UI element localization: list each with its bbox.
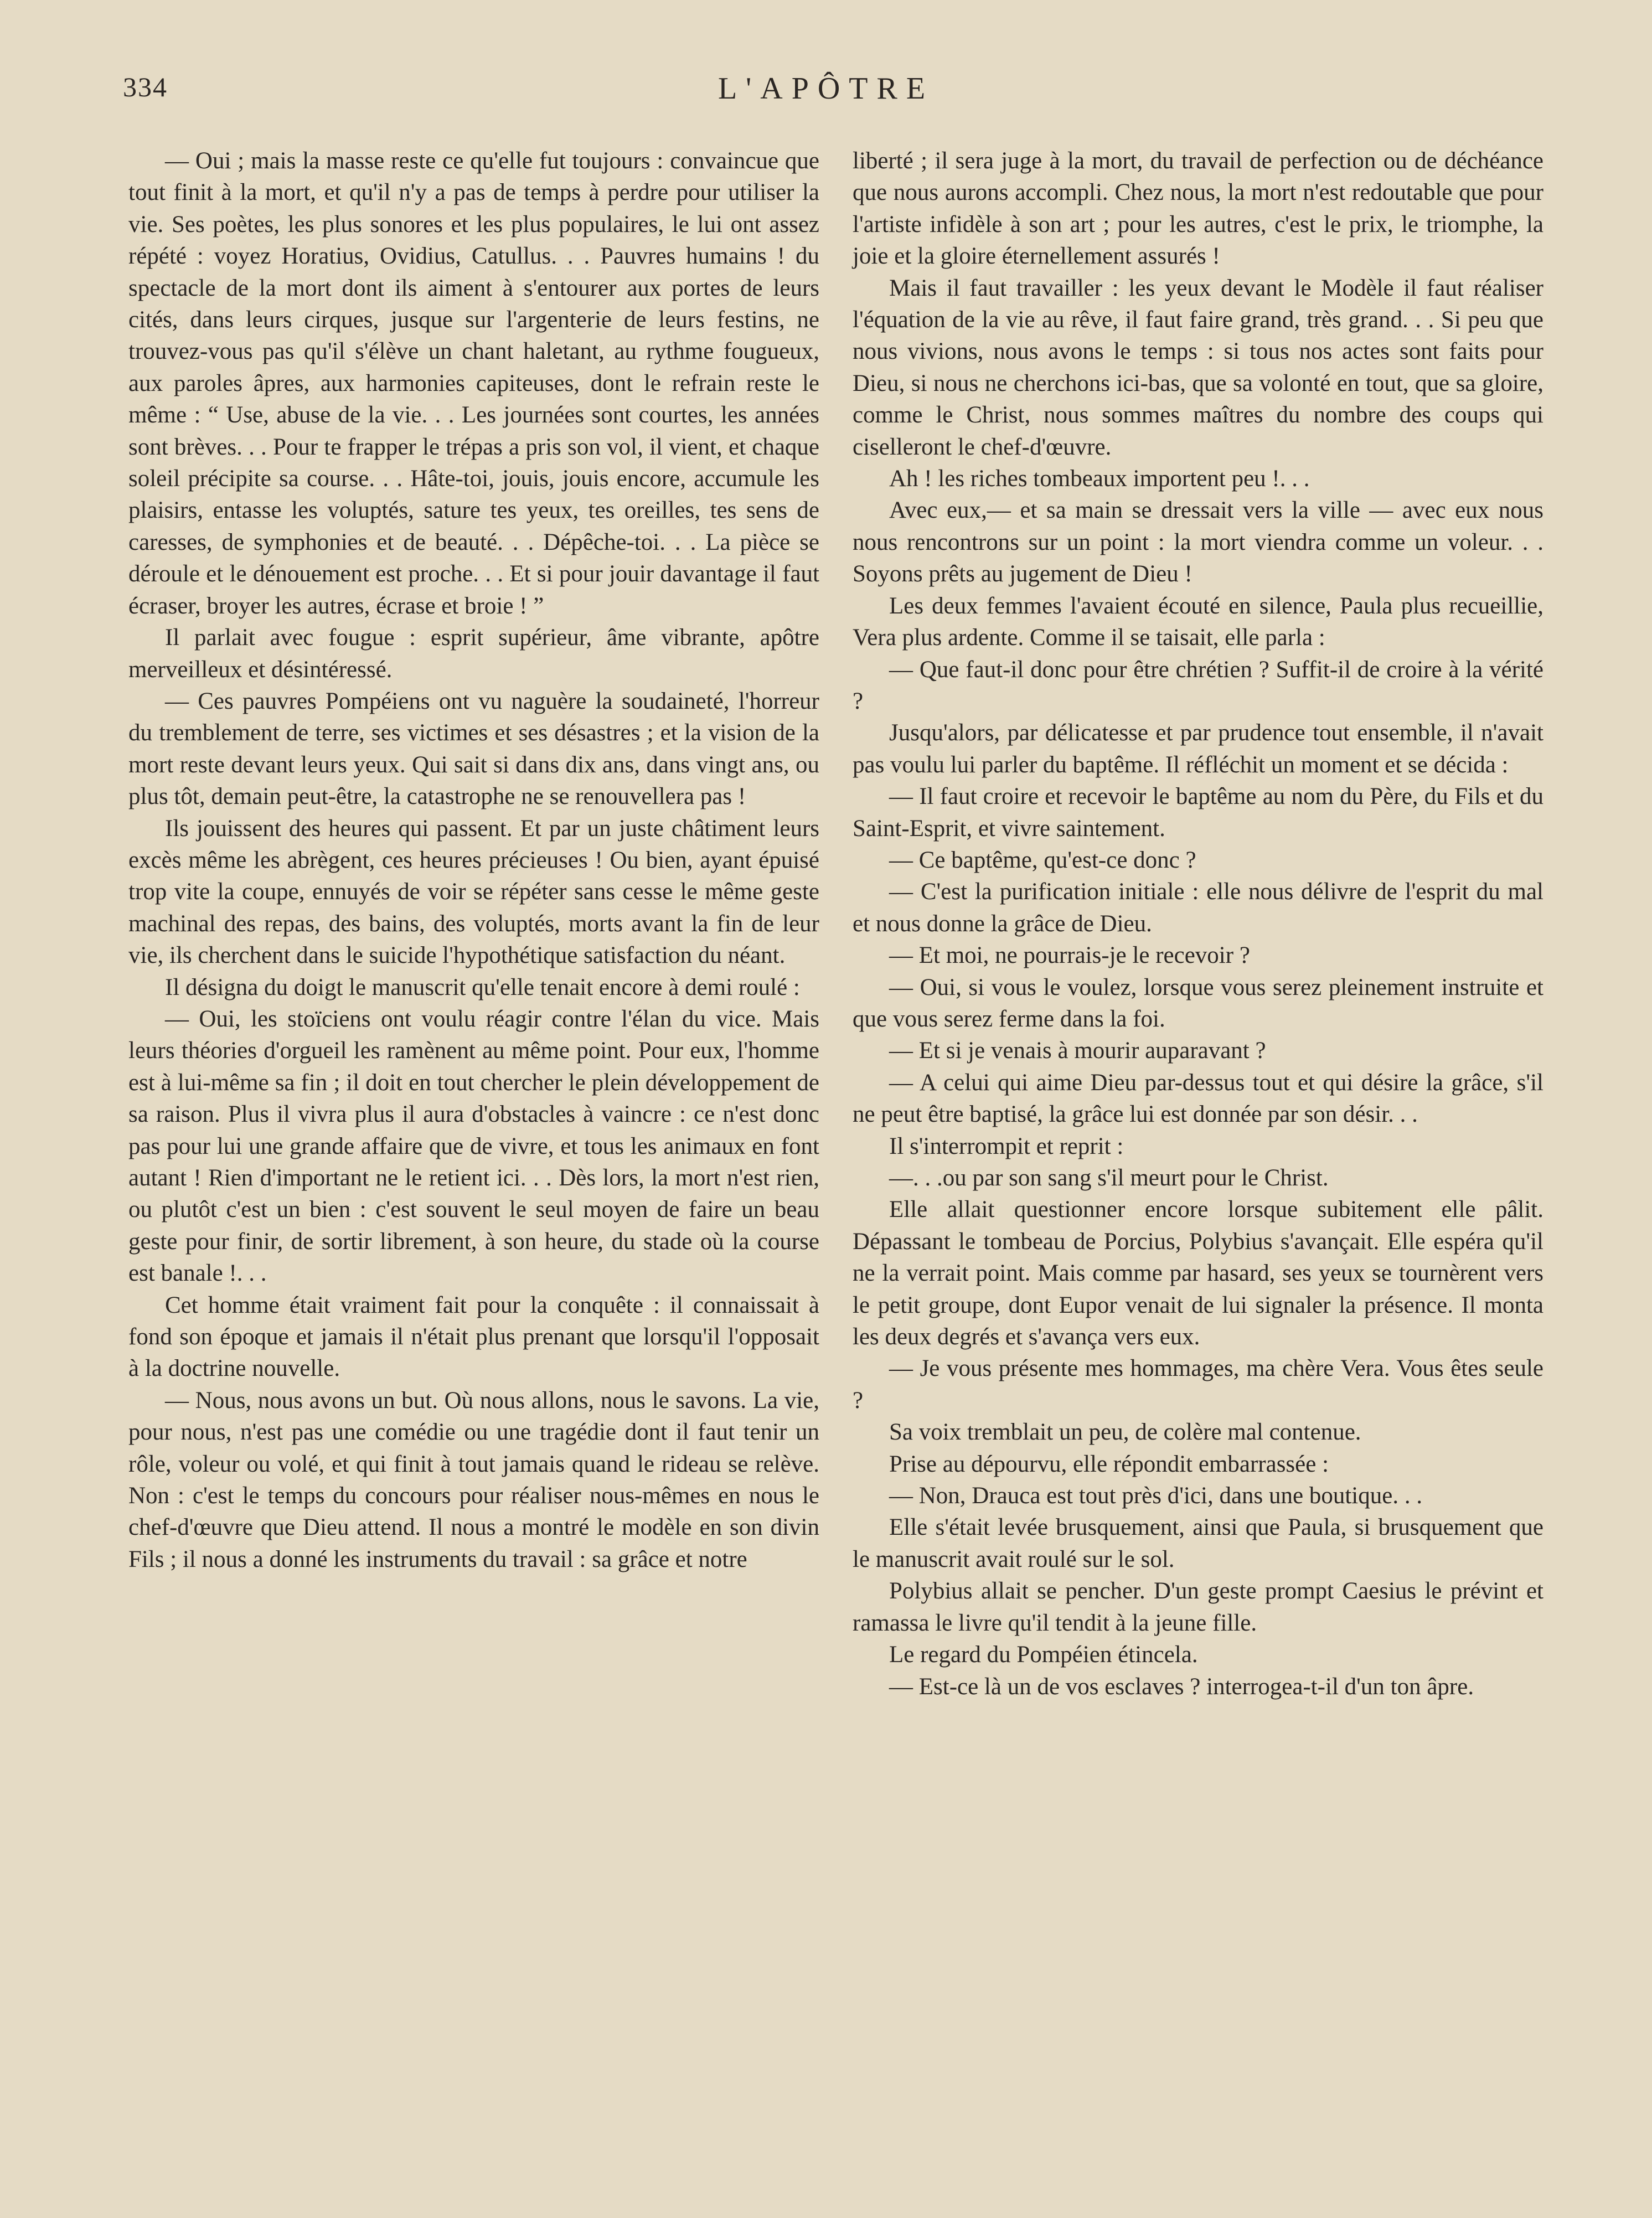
paragraph: Elle s'était levée brusquement, ainsi que Paula, si brusquement que le manuscrit avait roulé sur le sol. xyxy=(853,1514,1543,1572)
paragraph: — Et si je venais à mourir auparavant ? xyxy=(889,1038,1266,1064)
paragraph: Il désigna du doigt le manuscrit qu'elle tenait encore à demi roulé : xyxy=(165,974,800,1000)
paragraph: — Il faut croire et recevoir le baptême au nom du Père, du Fils et du Saint-Esprit, et vivre saintement. xyxy=(853,783,1543,842)
paragraph: — Que faut-il donc pour être chrétien ? Suffit-il de croire à la vérité ? xyxy=(853,656,1543,714)
paragraph: — Ces pauvres Pompéiens ont vu naguère la soudaineté, l'horreur du tremblement de terre, ses victimes et ses désastres ; et la vision de la mort reste devant leurs yeux. Qui sait si dans dix ans, dans vingt ans, ou plus tôt, demain peut-être, la catastrophe ne se renouvellera pas ! xyxy=(128,688,819,810)
paragraph: — Je vous présente mes hommages, ma chère Vera. Vous êtes seule ? xyxy=(853,1355,1543,1414)
page-number: 334 xyxy=(123,71,168,102)
paragraph: — Et moi, ne pourrais-je le recevoir ? xyxy=(889,942,1250,969)
paragraph: — C'est la purification initiale : elle nous délivre de l'esprit du mal et nous donne la grâce de Dieu. xyxy=(853,879,1543,937)
paragraph: — Nous, nous avons un but. Où nous allons, nous le savons. La vie, pour nous, n'est pas une comédie ou une tragédie dont il faut tenir un rôle, voleur ou volé, et qui finit à tout jamais quand le rideau se relève. Non : c'est le temps du concours pour réaliser nous-mêmes en nous le chef-d'œuvre que Dieu attend. Il nous a montré le modèle en son divin Fils ; il nous a donné les instruments du travail : sa grâce et notre xyxy=(128,1387,819,1572)
paragraph: Avec eux,— et sa main se dressait vers la ville — avec eux nous nous rencontrons sur un point : la mort viendra comme un voleur. . . Soyons prêts au jugement de Dieu ! xyxy=(853,497,1543,587)
paragraph: Cet homme était vraiment fait pour la conquête : il connaissait à fond son époque et jamais il n'était plus prenant que lorsqu'il l'opposait à la doctrine nouvelle. xyxy=(128,1292,819,1382)
paragraph: Polybius allait se pencher. D'un geste prompt Caesius le prévint et ramassa le livre qu'il tendit à la jeune fille. xyxy=(853,1578,1543,1636)
paragraph: Mais il faut travailler : les yeux devant le Modèle il faut réaliser l'équation de la vie au rêve, il faut faire grand, très grand. . . Si peu que nous vivions, nous avons le temps : si tous nos actes sont faits pour Dieu, si nous ne cherchons ici-bas, que sa volonté en tout, que sa gloire, comme le Christ, nous sommes maîtres du nombre des coups qui ciselleront le chef-d'œuvre. xyxy=(853,275,1543,460)
paragraph: Les deux femmes l'avaient écouté en silence, Paula plus recueillie, Vera plus ardente. Comme il se taisait, elle parla : xyxy=(853,592,1543,651)
paragraph: Ah ! les riches tombeaux importent peu !. . . xyxy=(889,466,1310,492)
paragraph: — Non, Drauca est tout près d'ici, dans une boutique. . . xyxy=(889,1483,1423,1509)
paragraph: Il s'interrompit et reprit : xyxy=(889,1133,1124,1159)
paragraph: — Oui, si vous le voulez, lorsque vous serez pleinement instruite et que vous serez ferme dans la foi. xyxy=(853,974,1543,1032)
paragraph: Ils jouissent des heures qui passent. Et par un juste châtiment leurs excès même les abrègent, ces heures précieuses ! Ou bien, ayant épuisé trop vite la coupe, ennuyés de voir se répéter sans cesse le même geste machinal des repas, des bains, des voluptés, morts avant la fin de leur vie, ils cherchent dans le suicide l'hypothétique satisfaction du néant. xyxy=(128,815,819,969)
paragraph: — Ce baptême, qu'est-ce donc ? xyxy=(889,847,1196,873)
paragraph: — Oui ; mais la masse reste ce qu'elle fut toujours : convaincue que tout finit à la mort, et qu'il n'y a pas de temps à perdre pour utiliser la vie. Ses poètes, les plus sonores et les plus populaires, le lui ont assez répété : voyez Horatius, Ovidius, Catullus. . . Pauvres humains ! du spectacle de la mort dont ils aiment à s'entourer aux portes de leurs cités, dans leurs cirques, jusque sur l'argenterie de leurs festins, ne trouvez-vous pas qu'il s'élève un chant haletant, au rythme fougueux, aux paroles âpres, aux harmonies capiteuses, dont le refrain reste le même : “ Use, abuse de la vie. . . Les journées sont courtes, les années sont brèves. . . Pour te frapper le trépas a pris son vol, il vient, et chaque soleil précipite sa course. . . Hâte-toi, jouis, jouis encore, accumule les plaisirs, entasse les voluptés, sature tes yeux, tes oreilles, tes sens de caresses, de symphonies et de beauté. . . Dépêche-toi. . . La pièce se déroule et le dénouement est proche. . . Et si pour jouir davantage il faut écraser, broyer les autres, écrase et broie ! ” xyxy=(128,148,819,619)
right-column xyxy=(853,145,1543,1703)
paragraph: Elle allait questionner encore lorsque subitement elle pâlit. Dépassant le tombeau de Porcius, Polybius s'avançait. Elle espéra qu'il ne la verrait point. Mais comme par hasard, ses yeux se tournèrent vers le petit groupe, dont Eupor venait de lui signaler la présence. Il monta les deux degrés et s'avança vers eux. xyxy=(853,1196,1543,1350)
paragraph: —. . .ou par son sang s'il meurt pour le Christ. xyxy=(889,1165,1329,1191)
left-column xyxy=(128,145,819,1575)
paragraph: — Oui, les stoïciens ont voulu réagir contre l'élan du vice. Mais leurs théories d'orgueil les ramènent au même point. Pour eux, l'homme est à lui-même sa fin ; il doit en tout chercher le plein développement de sa raison. Plus il vivra plus il aura d'obstacles à vaincre : ce n'est donc pas pour lui une grande affaire que de vivre, et tous les animaux en font autant ! Rien d'important ne le retient ici. . . Dès lors, la mort n'est rien, ou plutôt c'est un bien : c'est souvent le seul moyen de faire un beau geste pour finir, de sortir librement, à son heure, du stade où la course est banale !. . . xyxy=(128,1005,819,1287)
paragraph: Le regard du Pompéien étincela. xyxy=(889,1642,1198,1668)
paragraph: Jusqu'alors, par délicatesse et par prudence tout ensemble, il n'avait pas voulu lui parler du baptême. Il réfléchit un moment et se décida : xyxy=(853,720,1543,778)
paragraph: liberté ; il sera juge à la mort, du travail de perfection ou de déchéance que nous aurons accompli. Chez nous, la mort n'est redoutable que pour l'artiste infidèle à son art ; pour les autres, c'est le prix, le triomphe, la joie et la gloire éternellement assurés ! xyxy=(853,148,1543,270)
running-title: L'APÔTRE xyxy=(717,71,935,106)
paragraph: — Est-ce là un de vos esclaves ? interrogea-t-il d'un ton âpre. xyxy=(889,1673,1474,1700)
paragraph: Sa voix tremblait un peu, de colère mal contenue. xyxy=(889,1419,1361,1446)
paragraph: — A celui qui aime Dieu par-dessus tout et qui désire la grâce, s'il ne peut être baptisé, la grâce lui est donnée par son désir. . . xyxy=(853,1069,1543,1128)
paragraph: Prise au dépourvu, elle répondit embarrassée : xyxy=(889,1451,1329,1477)
paragraph: Il parlait avec fougue : esprit supérieur, âme vibrante, apôtre merveilleux et désintéressé. xyxy=(128,625,819,683)
